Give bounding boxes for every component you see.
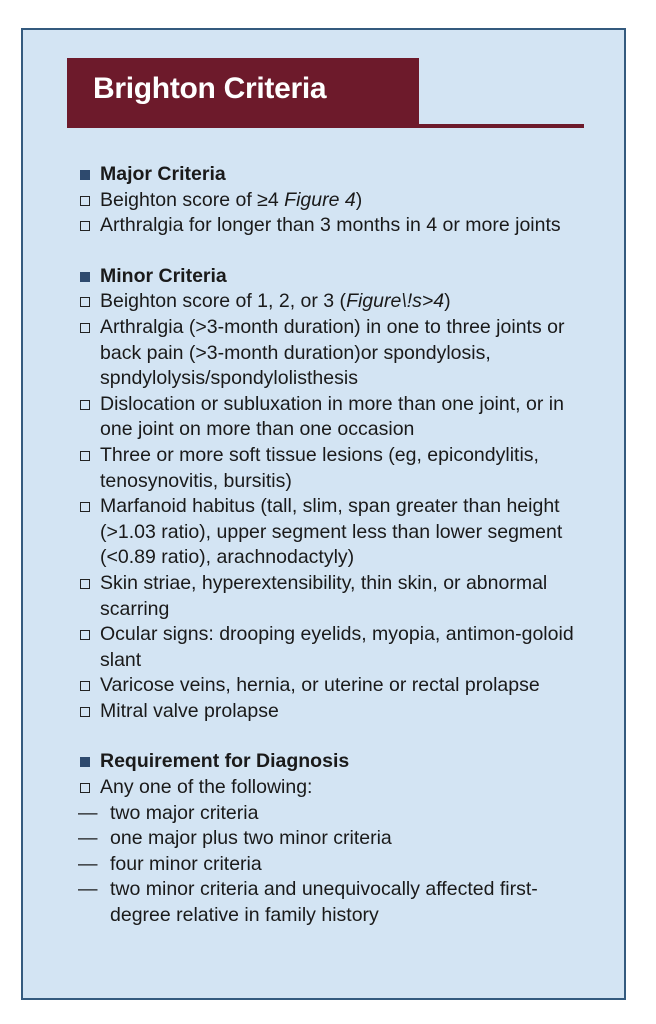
list-item-text: Ocular signs: drooping eyelids, myopia, antimon-goloid slant <box>100 623 574 671</box>
list-item <box>78 315 598 392</box>
list-item-text: Varicose veins, hernia, or uterine or rectal prolapse <box>100 674 540 697</box>
minor-criteria-section <box>78 264 598 725</box>
checkbox-outline-icon <box>80 297 90 307</box>
bullet-square-icon <box>80 272 90 282</box>
list-item-text: Arthralgia (>3-month duration) in one to three joints or back pain (>3-month duration)or spondylosis, spndylolysis/spondylolisthesis <box>100 315 565 390</box>
bullet-square-icon <box>80 757 90 767</box>
checkbox-outline-icon <box>80 502 90 512</box>
title-underline <box>67 124 584 128</box>
diagnosis-option-text: two major criteria <box>110 801 259 824</box>
list-item <box>78 392 598 443</box>
list-item <box>78 494 598 571</box>
figure-reference: Figure 4 <box>284 188 356 211</box>
diagnosis-section <box>78 749 598 928</box>
diagnosis-intro: Any one of the following: <box>78 775 598 801</box>
list-item-text-suffix: ) <box>355 188 363 211</box>
title-bar <box>67 58 419 126</box>
diagnosis-option <box>78 801 598 827</box>
list-item-text: Skin striae, hyperextensibility, thin skin, or abnormal scarring <box>100 571 548 620</box>
list-item <box>78 622 598 673</box>
minor-criteria-heading: Minor Criteria <box>78 264 598 290</box>
em-dash-icon: — <box>78 878 98 901</box>
checkbox-outline-icon <box>80 221 90 231</box>
diagnosis-option <box>78 852 598 878</box>
diagnosis-option <box>78 877 598 928</box>
list-item-text: Marfanoid habitus (tall, slim, span greater than height (>1.03 ratio), upper segment less than lower segment (<0.89 ratio), arachnodactyly) <box>100 495 563 569</box>
list-item <box>78 673 598 699</box>
list-item-text: Beighton score of ≥4 <box>100 188 285 211</box>
list-item-text-suffix: ) <box>444 290 451 313</box>
bullet-square-icon <box>80 170 90 180</box>
diagnosis-heading: Requirement for Diagnosis <box>78 749 598 775</box>
major-criteria-section <box>78 162 598 239</box>
em-dash-icon: — <box>78 801 98 824</box>
list-item <box>78 289 598 315</box>
list-item-text: Dislocation or subluxation in more than one joint, or in one joint on more than one occasion <box>100 392 564 441</box>
major-criteria-heading: Major Criteria <box>78 162 598 188</box>
checkbox-outline-icon <box>80 681 90 691</box>
checkbox-outline-icon <box>80 323 90 333</box>
checkbox-outline-icon <box>80 451 90 461</box>
diagnosis-options-list <box>78 801 598 929</box>
list-item-text: Three or more soft tissue lesions (eg, epicondylitis, tenosynovitis, bursitis) <box>100 443 539 492</box>
checkbox-outline-icon <box>80 196 90 206</box>
checkbox-outline-icon <box>80 400 90 410</box>
list-item <box>78 699 598 725</box>
checkbox-outline-icon <box>80 579 90 589</box>
list-item <box>78 213 598 239</box>
diagnosis-option-text: four minor criteria <box>110 852 262 875</box>
list-item-text: Arthralgia for longer than 3 months in 4 or more joints <box>100 214 561 237</box>
checkbox-outline-icon <box>80 630 90 640</box>
list-item <box>78 571 598 622</box>
major-criteria-list <box>78 188 598 239</box>
em-dash-icon: — <box>78 827 98 850</box>
list-item <box>78 188 598 214</box>
em-dash-icon: — <box>78 852 98 875</box>
diagnosis-option <box>78 826 598 852</box>
list-item <box>78 443 598 494</box>
diagnosis-option-text: two minor criteria and unequivocally affected first-degree relative in family history <box>110 878 538 927</box>
checkbox-outline-icon <box>80 783 90 793</box>
diagnosis-option-text: one major plus two minor criteria <box>110 827 392 850</box>
list-item-text: Beighton score of 1, 2, or 3 ( <box>100 290 347 313</box>
checkbox-outline-icon <box>80 707 90 717</box>
minor-criteria-list <box>78 289 598 724</box>
figure-reference: Figure\!s>4 <box>346 290 445 313</box>
criteria-content <box>78 162 598 954</box>
page-title: Brighton Criteria <box>93 72 327 105</box>
list-item-text: Mitral valve prolapse <box>100 699 279 722</box>
